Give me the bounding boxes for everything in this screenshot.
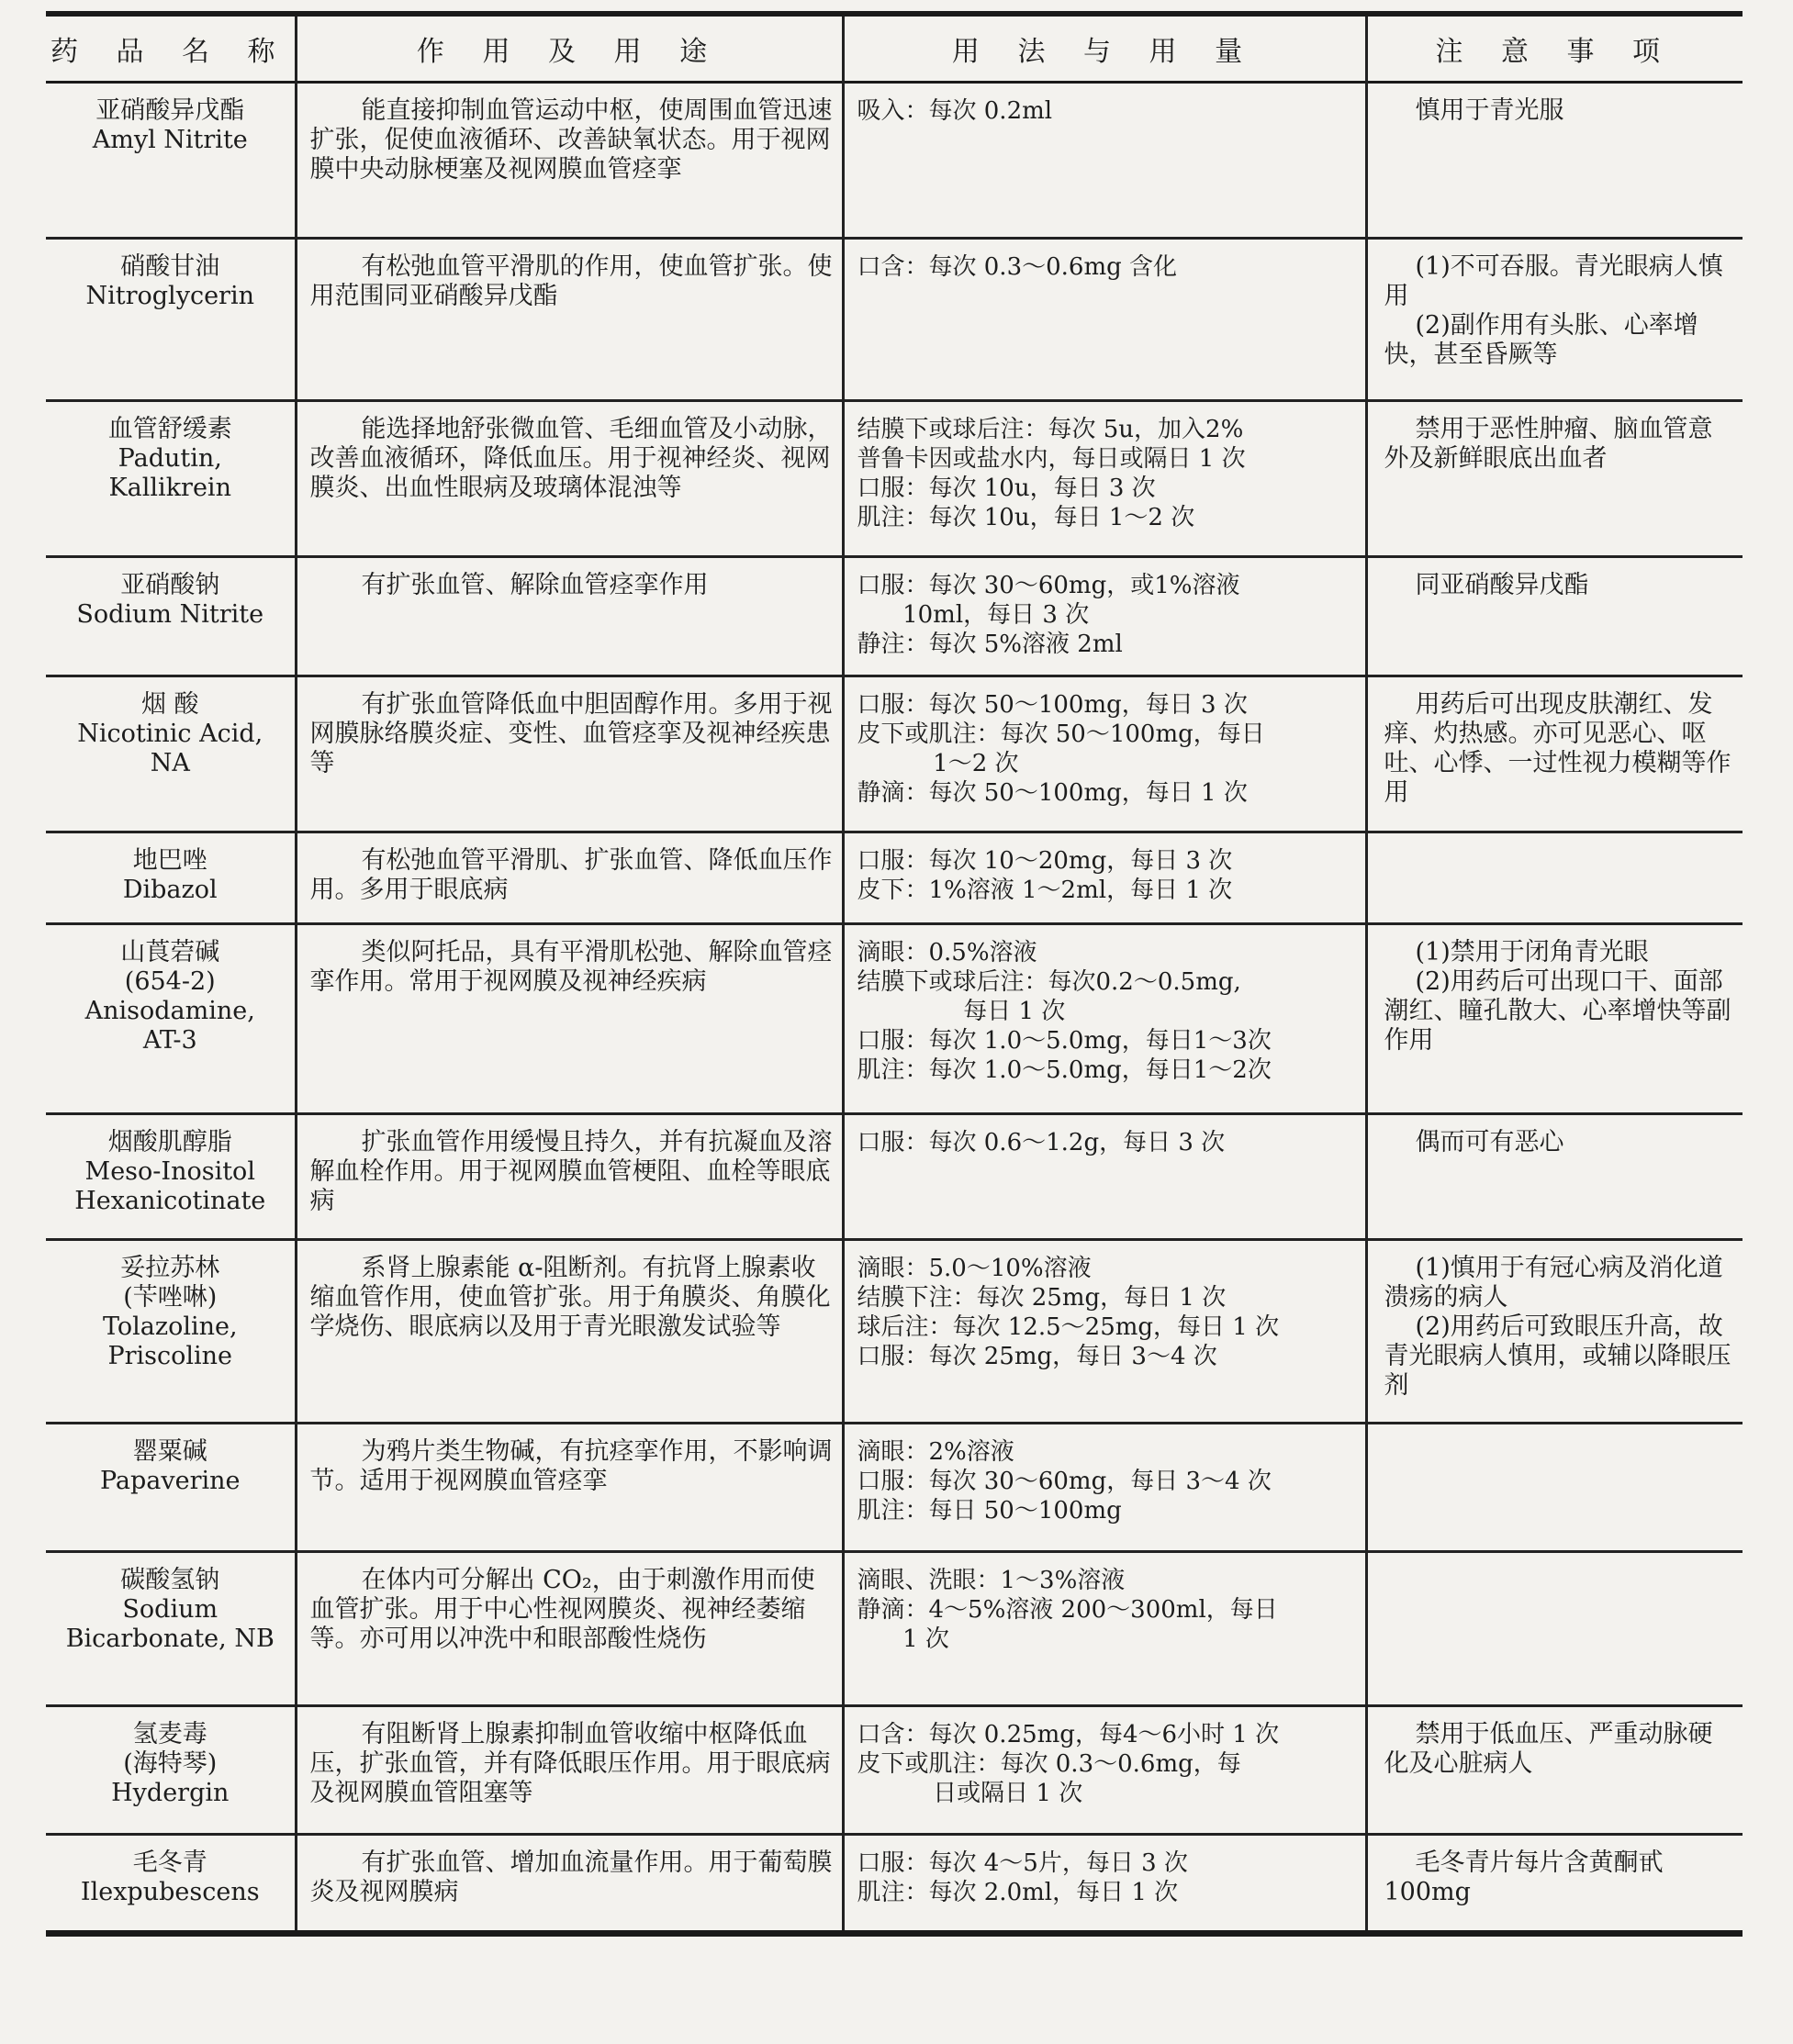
notes-cell [1366, 832, 1743, 923]
note-line: (1)禁用于闭角青光眼 [1415, 937, 1649, 966]
dosage-line: 皮下或肌注：每次 50～100mg，每日 [857, 720, 1265, 748]
drug-name-cell [46, 923, 296, 1113]
note-line: 慎用于青光服 [1415, 95, 1564, 125]
drug-name-line: 血管舒缓素 [107, 414, 232, 443]
dosage-line: 口服：每次 10～20mg，每日 3 次 [857, 846, 1233, 875]
header-action-use: 作 用 及 用 途 [296, 14, 843, 82]
action-use-cell: 扩张血管作用缓慢且持久，并有抗凝血及溶解血栓作用。用于视网膜血管梗阻、血栓等眼底病 [296, 1113, 843, 1239]
drug-name-line: (654-2) [124, 966, 216, 996]
table-row [46, 832, 1743, 923]
header-notes: 注 意 事 项 [1366, 14, 1743, 82]
dosage-line: 口服：每次 30～60mg，或1%溶液 [857, 571, 1240, 599]
dosage-line: 口服：每次 1.0～5.0mg，每日1～3次 [857, 1026, 1272, 1055]
drug-name-line: (苄唑啉) [123, 1282, 218, 1312]
dosage-line: 肌注：每日 50～100mg [857, 1496, 1122, 1525]
notes-cell [1366, 923, 1743, 1113]
dosage-line: 口服：每次 50～100mg，每日 3 次 [857, 690, 1248, 719]
drug-name-line: 妥拉苏林 [120, 1253, 220, 1282]
action-use-cell: 有扩张血管降低血中胆固醇作用。多用于视网膜脉络膜炎症、变性、血管痉挛及视神经疾患等 [296, 676, 843, 832]
dosage-cell [843, 1239, 1366, 1423]
drug-name-cell [46, 676, 296, 832]
drug-name-line: 碳酸氢钠 [120, 1565, 220, 1594]
dosage-line: 静滴：4～5%溶液 200～300ml，每日 [857, 1595, 1278, 1624]
drug-name-line: Amyl Nitrite [92, 125, 248, 154]
notes-cell [1366, 400, 1743, 556]
dosage-line: 口含：每次 0.3～0.6mg 含化 [857, 252, 1178, 281]
note-line: (1)不可吞服。青光眼病人慎用 [1384, 251, 1723, 310]
dosage-line: 肌注：每次 10u，每日 1～2 次 [857, 503, 1195, 531]
action-use-cell: 有松弛血管平滑肌、扩张血管、降低血压作用。多用于眼底病 [296, 832, 843, 923]
notes-cell [1366, 556, 1743, 676]
drug-name-line: 亚硝酸异戊酯 [95, 95, 245, 125]
dosage-line: 1～2 次 [857, 749, 1019, 777]
table-row [46, 676, 1743, 832]
drug-name-line: 烟酸肌醇脂 [107, 1127, 232, 1156]
dosage-line: 静滴：每次 50～100mg，每日 1 次 [857, 778, 1248, 807]
notes-cell [1366, 238, 1743, 400]
drug-name-cell [46, 1423, 296, 1551]
dosage-line: 球后注：每次 12.5～25mg，每日 1 次 [857, 1312, 1280, 1341]
table-row [46, 82, 1743, 238]
notes-cell [1366, 82, 1743, 238]
header-row [46, 14, 1743, 82]
notes-cell [1366, 1834, 1743, 1933]
drug-name-line: Kallikrein [108, 473, 231, 502]
notes-cell [1366, 676, 1743, 832]
dosage-line: 10ml，每日 3 次 [857, 600, 1090, 629]
drug-name-line: Priscoline [107, 1341, 233, 1370]
drug-name-line: Bicarbonate, NB [65, 1624, 275, 1653]
drug-name-line: 烟 酸 [140, 689, 199, 719]
drug-name-line: 亚硝酸钠 [120, 570, 220, 599]
drug-name-cell [46, 1239, 296, 1423]
dosage-line: 滴眼：0.5%溶液 [857, 938, 1037, 966]
drug-name-cell [46, 1705, 296, 1834]
action-use-cell: 能直接抑制血管运动中枢，使周围血管迅速扩张，促使血液循环、改善缺氧状态。用于视网膜中央动脉梗塞及视网膜血管痉挛 [296, 82, 843, 238]
dosage-line: 口服：每次 25mg，每日 3～4 次 [857, 1342, 1217, 1370]
drug-name-line: 硝酸甘油 [120, 251, 220, 281]
drug-name-line: 罂粟碱 [132, 1436, 207, 1466]
drug-name-line: Hexanicotinate [74, 1186, 266, 1215]
dosage-cell [843, 1551, 1366, 1705]
drug-name-cell [46, 238, 296, 400]
drug-name-line: NA [150, 748, 190, 777]
dosage-cell [843, 832, 1366, 923]
table-row [46, 1834, 1743, 1933]
dosage-line: 吸入：每次 0.2ml [857, 96, 1053, 125]
drug-name-line: Nicotinic Acid, [77, 719, 263, 748]
note-line: (2)副作用有头胀、心率增快，甚至昏厥等 [1384, 310, 1698, 369]
note-line: (2)用药后可致眼压升高，故青光眼病人慎用，或辅以降眼压剂 [1384, 1312, 1731, 1400]
table-header [46, 14, 1743, 82]
dosage-cell [843, 676, 1366, 832]
drug-name-line: Nitroglycerin [85, 281, 254, 310]
notes-cell [1366, 1705, 1743, 1834]
drug-name-cell [46, 556, 296, 676]
header-drug-name: 药 品 名 称 [50, 35, 290, 68]
drug-name-line: 山莨菪碱 [120, 937, 220, 966]
action-use-cell: 能选择地舒张微血管、毛细血管及小动脉，改善血液循环，降低血压。用于视神经炎、视网膜炎、出血性眼病及玻璃体混浊等 [296, 400, 843, 556]
drug-name-line: Anisodamine, [84, 996, 255, 1025]
dosage-line: 每日 1 次 [857, 997, 1066, 1025]
notes-cell [1366, 1423, 1743, 1551]
action-use-cell: 类似阿托品，具有平滑肌松弛、解除血管痉挛作用。常用于视网膜及视神经疾病 [296, 923, 843, 1113]
drug-table [46, 11, 1743, 1937]
drug-name-cell [46, 1834, 296, 1933]
drug-name-line: 地巴唑 [132, 845, 207, 875]
drug-name-line: Papaverine [99, 1466, 241, 1495]
dosage-line: 皮下或肌注：每次 0.3～0.6mg，每 [857, 1749, 1241, 1778]
dosage-line: 静注：每次 5%溶液 2ml [857, 630, 1123, 658]
action-use-cell: 有阻断肾上腺素抑制血管收缩中枢降低血压，扩张血管，并有降低眼压作用。用于眼底病及视网膜血管阻塞等 [296, 1705, 843, 1834]
action-use-cell: 为鸦片类生物碱，有抗痉挛作用，不影响调节。适用于视网膜血管痉挛 [296, 1423, 843, 1551]
table-row [46, 1113, 1743, 1239]
table-row [46, 556, 1743, 676]
dosage-line: 滴眼：2%溶液 [857, 1437, 1014, 1466]
drug-name-line: Sodium [122, 1594, 219, 1624]
table-row [46, 1239, 1743, 1423]
dosage-cell [843, 923, 1366, 1113]
dosage-line: 滴眼：5.0～10%溶液 [857, 1254, 1092, 1282]
drug-name-line: Ilexpubescens [80, 1877, 260, 1906]
dosage-line: 肌注：每次 2.0ml，每日 1 次 [857, 1878, 1179, 1906]
dosage-line: 口服：每次 30～60mg，每日 3～4 次 [857, 1467, 1272, 1495]
dosage-cell [843, 1705, 1366, 1834]
dosage-line: 口含：每次 0.25mg，每4～6小时 1 次 [857, 1720, 1280, 1748]
note-line: 毛冬青片每片含黄酮甙 100mg [1384, 1848, 1664, 1906]
table-row [46, 400, 1743, 556]
action-use-cell: 有扩张血管、解除血管痉挛作用 [296, 556, 843, 676]
note-line: 禁用于低血压、严重动脉硬化及心脏病人 [1384, 1719, 1713, 1778]
dosage-line: 日或隔日 1 次 [857, 1779, 1083, 1807]
drug-name-line: Meso-Inositol [84, 1156, 255, 1186]
dosage-cell [843, 1834, 1366, 1933]
notes-cell [1366, 1239, 1743, 1423]
dosage-line: 结膜下或球后注：每次 5u，加入2% [857, 415, 1244, 443]
note-line: (2)用药后可出现口干、面部潮红、瞳孔散大、心率增快等副作用 [1384, 966, 1731, 1055]
dosage-line: 口服：每次 0.6～1.2g，每日 3 次 [857, 1128, 1226, 1156]
drug-name-line: 氢麦毒 [132, 1719, 207, 1748]
drug-name-line: Hydergin [111, 1778, 230, 1807]
dosage-line: 滴眼、洗眼：1～3%溶液 [857, 1566, 1126, 1594]
dosage-line: 口服：每次 4～5片，每日 3 次 [857, 1849, 1188, 1877]
drug-name-line: Sodium Nitrite [76, 599, 264, 629]
note-line: 偶而可有恶心 [1415, 1127, 1564, 1156]
header-dosage: 用 法 与 用 量 [843, 14, 1366, 82]
dosage-cell [843, 238, 1366, 400]
action-use-cell: 在体内可分解出 CO₂，由于刺激作用而使血管扩张。用于中心性视网膜炎、视神经萎缩等。亦可用以冲洗中和眼部酸性烧伤 [296, 1551, 843, 1705]
dosage-line: 口服：每次 10u，每日 3 次 [857, 474, 1156, 502]
drug-name-cell [46, 1551, 296, 1705]
dosage-cell [843, 1423, 1366, 1551]
drug-name-line: AT-3 [142, 1025, 197, 1055]
dosage-cell [843, 82, 1366, 238]
drug-name-line: Padutin, [118, 443, 222, 473]
drug-name-cell [46, 82, 296, 238]
note-line: 禁用于恶性肿瘤、脑血管意外及新鲜眼底出血者 [1384, 414, 1713, 473]
drug-name-line: 毛冬青 [132, 1848, 207, 1877]
note-line: (1)慎用于有冠心病及消化道溃疡的病人 [1384, 1253, 1723, 1312]
dosage-cell [843, 556, 1366, 676]
notes-cell [1366, 1113, 1743, 1239]
action-use-cell: 有松弛血管平滑肌的作用，使血管扩张。使用范围同亚硝酸异戊酯 [296, 238, 843, 400]
dosage-line: 普鲁卡因或盐水内，每日或隔日 1 次 [857, 444, 1246, 473]
dosage-line: 肌注：每次 1.0～5.0mg，每日1～2次 [857, 1056, 1272, 1084]
dosage-cell [843, 400, 1366, 556]
note-line: 同亚硝酸异戊酯 [1415, 570, 1589, 599]
notes-cell [1366, 1551, 1743, 1705]
drug-name-line: Dibazol [122, 875, 218, 904]
table-row [46, 1423, 1743, 1551]
table-row [46, 1705, 1743, 1834]
drug-name-cell [46, 832, 296, 923]
drug-name-line: Tolazoline, [102, 1312, 238, 1341]
action-use-cell: 系肾上腺素能 α-阻断剂。有抗肾上腺素收缩血管作用，使血管扩张。用于角膜炎、角膜化学烧伤、眼底病以及用于青光眼激发试验等 [296, 1239, 843, 1423]
drug-name-cell [46, 1113, 296, 1239]
note-line: 用药后可出现皮肤潮红、发痒、灼热感。亦可见恶心、呕吐、心悸、一过性视力模糊等作用 [1384, 689, 1731, 807]
dosage-line: 皮下：1%溶液 1～2ml，每日 1 次 [857, 876, 1233, 904]
action-use-cell: 有扩张血管、增加血流量作用。用于葡萄膜炎及视网膜病 [296, 1834, 843, 1933]
dosage-cell [843, 1113, 1366, 1239]
dosage-line: 结膜下或球后注：每次0.2～0.5mg, [857, 967, 1241, 996]
drug-name-cell [46, 400, 296, 556]
table-body [46, 82, 1743, 1933]
drug-name-line: (海特琴) [123, 1748, 218, 1778]
table-row [46, 923, 1743, 1113]
dosage-line: 1 次 [857, 1625, 949, 1653]
table-row [46, 1551, 1743, 1705]
dosage-line: 结膜下注：每次 25mg，每日 1 次 [857, 1283, 1227, 1312]
table-row [46, 238, 1743, 400]
